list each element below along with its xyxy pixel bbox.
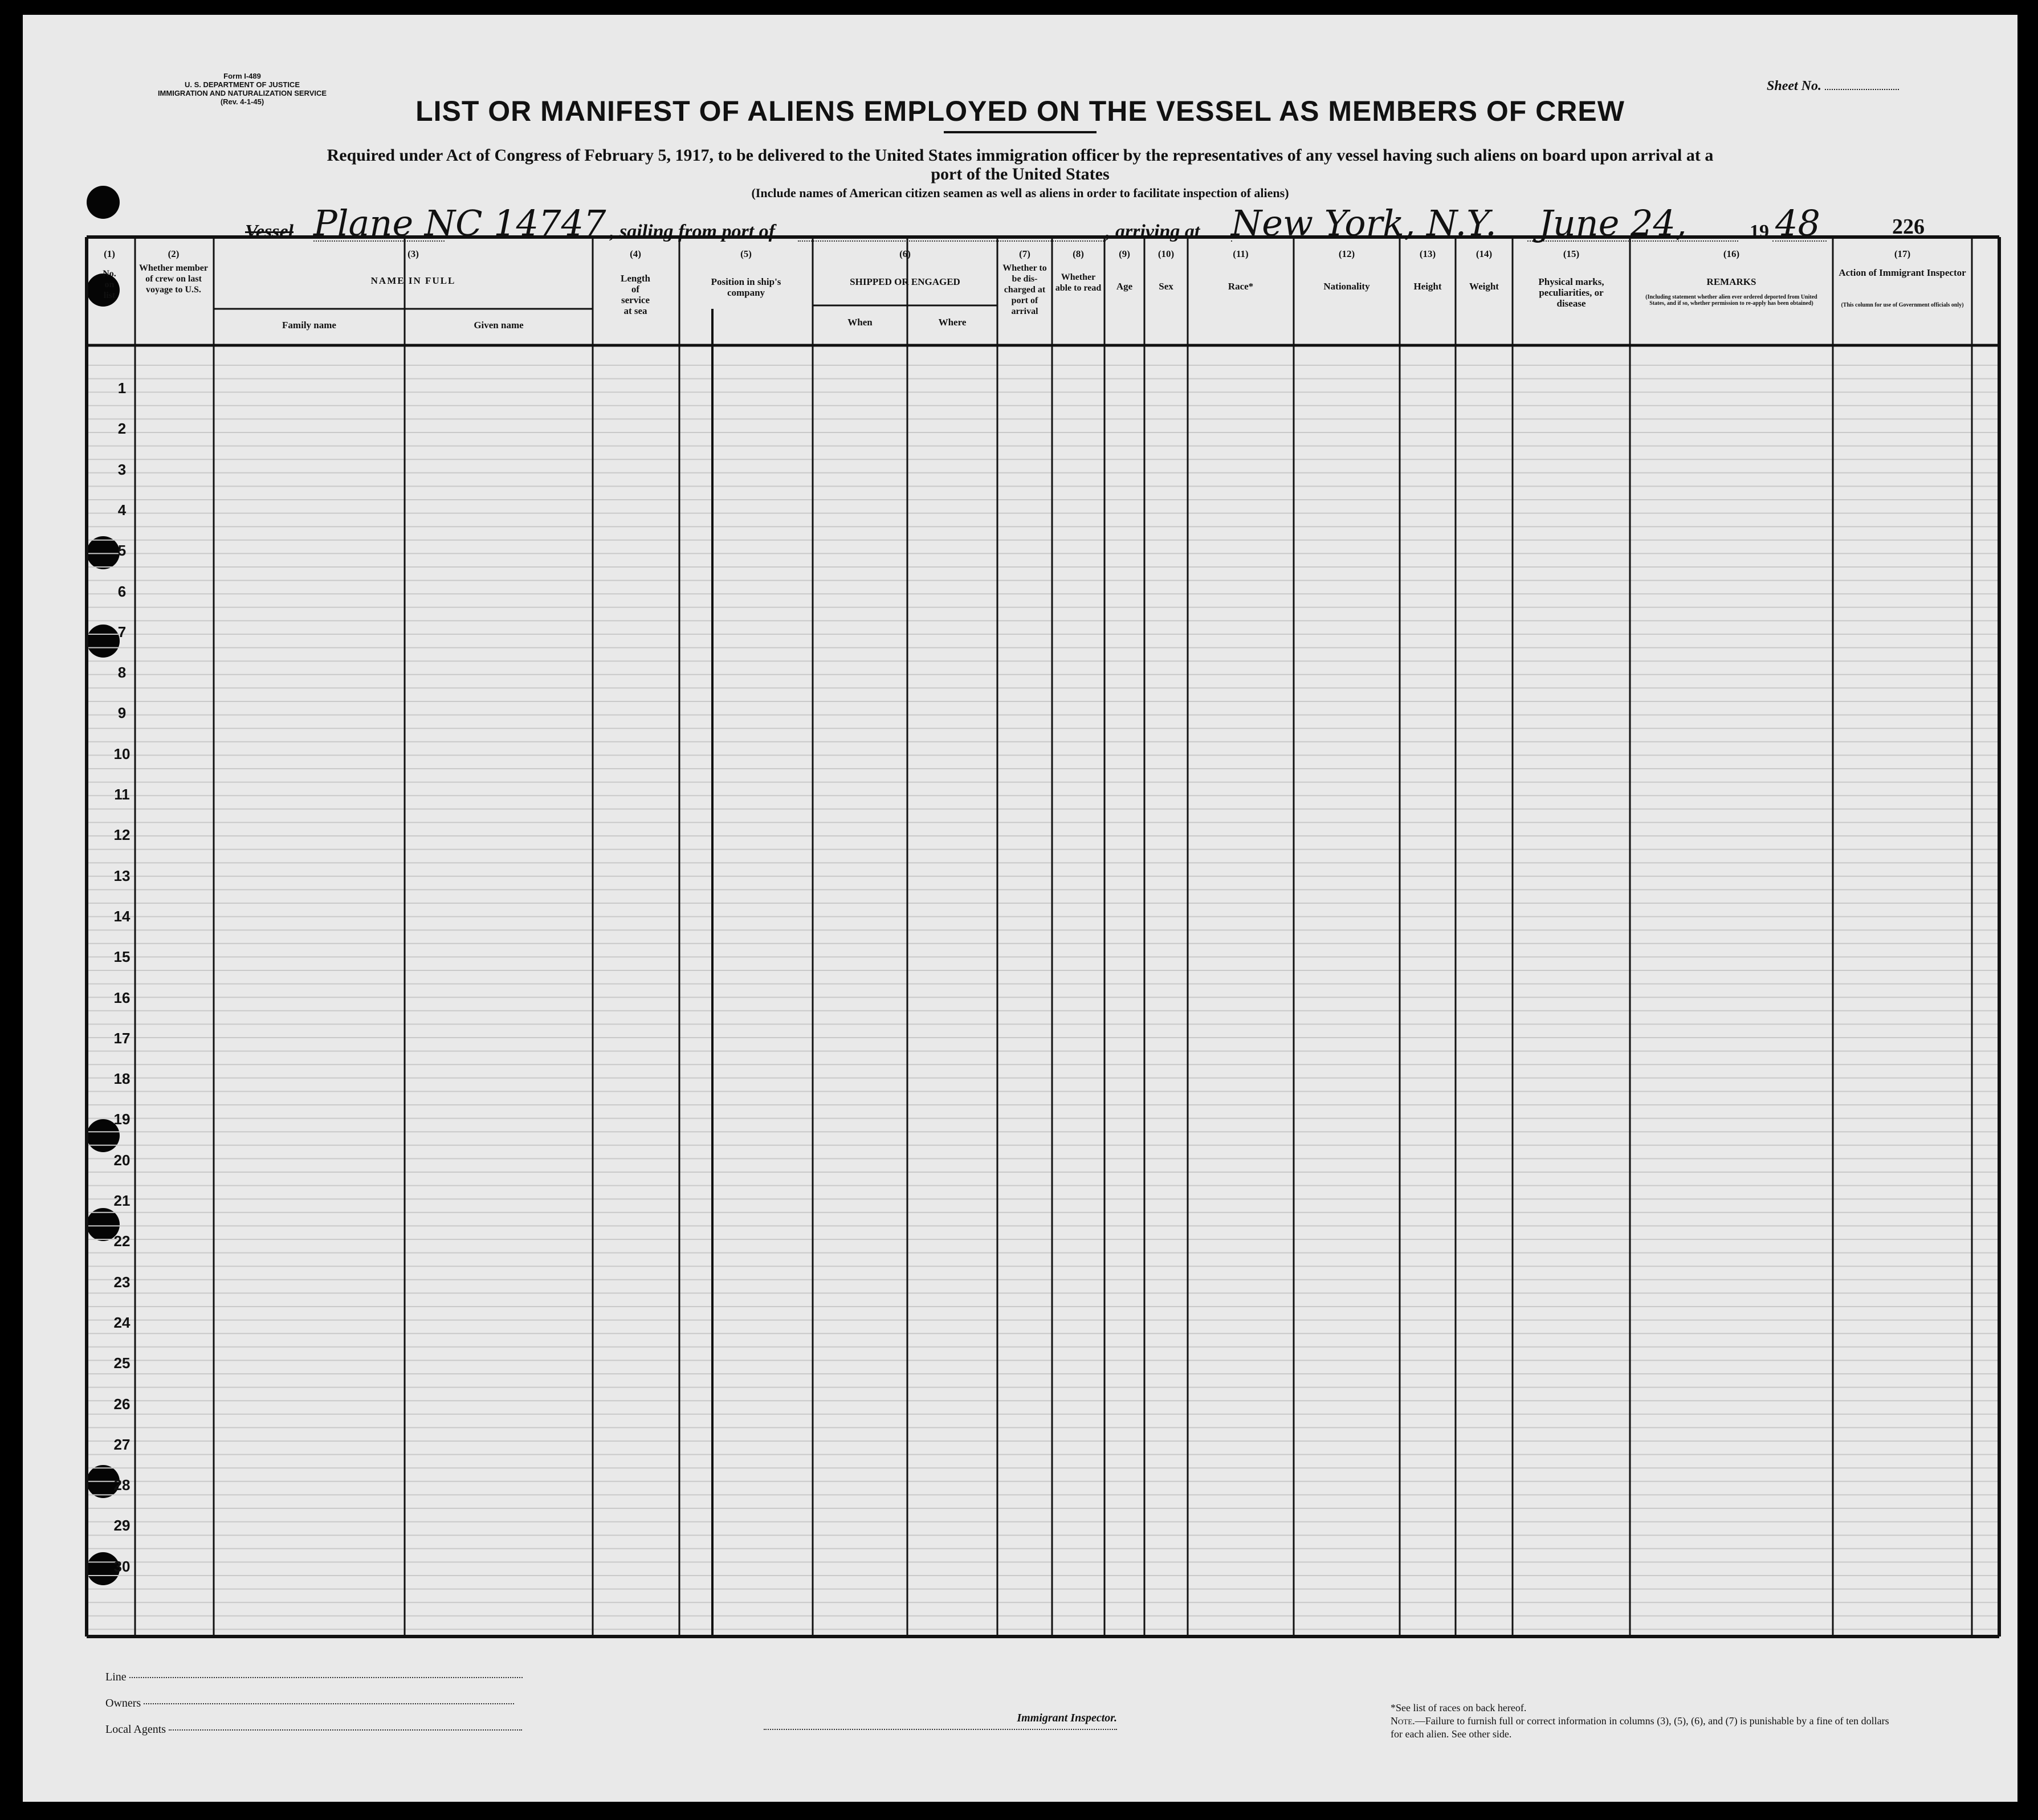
page-title: LIST OR MANIFEST OF ALIENS EMPLOYED ON THE VESSEL AS MEMBERS OF CREW	[415, 95, 1625, 127]
col15-header: (15) Physical marks, peculiarities, or disease	[1538, 248, 1604, 309]
line-field[interactable]: Line	[105, 1671, 523, 1684]
col4-header: (4) Length of service at sea	[621, 248, 650, 316]
local-agents-field[interactable]: Local Agents	[105, 1723, 522, 1736]
vessel-label: Vessel	[245, 221, 294, 242]
col7-header: (7) Whether to be dis-charged at port of arrival	[1002, 248, 1047, 316]
col16-subtext: (Including statement whether alien ever ordered deported from United States, and if so, whether permission to re-apply has been obtained)	[1645, 294, 1817, 307]
row-number: 19	[113, 1111, 131, 1128]
row-number: 2	[117, 420, 127, 438]
form-identifier: Form I-489 U. S. DEPARTMENT OF JUSTICE IMMIGRATION AND NATURALIZATION SERVICE (Rev. 4-1-45)	[157, 72, 327, 106]
row-number: 13	[113, 867, 131, 884]
col9-header: (9) Age	[1116, 248, 1133, 292]
col17-subtext: (This column for use of Government officials only)	[1841, 302, 1964, 308]
owners-field[interactable]: Owners	[105, 1697, 514, 1710]
row-number: 12	[113, 826, 131, 844]
sheet-number-field[interactable]: Sheet No.	[1767, 79, 1899, 94]
arriving-label: , arriving at	[1106, 221, 1200, 242]
arriving-value[interactable]: New York, N.Y.	[1231, 202, 1497, 244]
row-number: 3	[117, 460, 127, 478]
col12-header: (12) Nationality	[1323, 248, 1370, 292]
date-value[interactable]: June 24,	[1539, 202, 1687, 244]
col11-header: (11) Race*	[1228, 248, 1254, 292]
footer-note: *See list of races on back hereof. Note.—Failure to furnish full or correct information in columns (3), (5), (6), and (7) is punishable by a fine of ten dollars for each alien. See other side.	[1391, 1702, 1889, 1740]
row-number: 17	[113, 1029, 131, 1047]
row-number: 1	[117, 379, 127, 397]
include-note: (Include names of American citizen seamen as well as aliens in order to facilitate inspection of aliens)	[751, 186, 1289, 200]
required-statement: Required under Act of Congress of February 5, 1917, to be delivered to the United States immigration officer by the representatives of any vessel having such aliens on board upon arrival at a port of the United States	[327, 146, 1714, 183]
row-number: 15	[113, 948, 131, 966]
shipped-where-header: Where	[938, 317, 967, 328]
row-number: 10	[113, 745, 131, 762]
inspector-signature-line[interactable]	[764, 1729, 1117, 1730]
row-number: 7	[117, 623, 127, 640]
shipped-when-header: When	[847, 317, 873, 328]
row-number: 8	[117, 664, 127, 682]
given-name-header: Given name	[474, 320, 524, 330]
family-name-header: Family name	[282, 320, 336, 330]
year-prefix: 19	[1750, 221, 1769, 242]
row-number: 16	[113, 989, 131, 1006]
col2-header: (2) Whether member of crew on last voyage to U.S.	[139, 248, 208, 295]
col1-header: (1) No. on list	[103, 248, 116, 300]
col8-header: (8) Whether able to read	[1055, 248, 1102, 293]
row-number: 25	[113, 1354, 131, 1372]
row-number: 24	[113, 1313, 131, 1331]
sheet-number: 226	[1892, 215, 1925, 239]
col17-header: (17) Action of Immigrant Inspector	[1839, 248, 1966, 278]
row-number: 11	[114, 786, 130, 803]
manifest-sheet	[23, 15, 2017, 1802]
row-number: 6	[117, 582, 127, 600]
row-number: 14	[113, 907, 131, 925]
col5-header: (5) Position in ship's company	[711, 248, 781, 298]
row-number: 22	[113, 1233, 131, 1250]
col13-header: (13) Height	[1413, 248, 1442, 292]
row-number: 20	[113, 1151, 131, 1169]
col10-header: (10) Sex	[1157, 248, 1175, 292]
sailing-label: , sailing from port of	[610, 221, 775, 242]
row-number: 28	[113, 1476, 131, 1494]
col3-header: (3) NAME IN FULL	[370, 248, 456, 286]
row-number: 18	[113, 1070, 131, 1088]
inspector-label: Immigrant Inspector.	[1017, 1712, 1117, 1724]
row-number: 4	[117, 501, 127, 519]
row-number: 30	[113, 1557, 131, 1575]
row-number: 21	[113, 1192, 131, 1209]
row-number: 26	[113, 1395, 131, 1413]
col14-header: (14) Weight	[1469, 248, 1499, 292]
row-number: 27	[113, 1435, 131, 1453]
row-number: 5	[117, 542, 127, 560]
col16-header: (16) REMARKS	[1706, 248, 1756, 287]
row-number: 29	[113, 1517, 131, 1535]
col6-header: (6) SHIPPED OR ENGAGED	[850, 248, 960, 287]
vessel-value[interactable]: Plane NC 14747	[313, 202, 606, 244]
row-number: 23	[113, 1273, 131, 1291]
row-number: 9	[117, 704, 127, 722]
year-value[interactable]: 48	[1775, 202, 1820, 244]
